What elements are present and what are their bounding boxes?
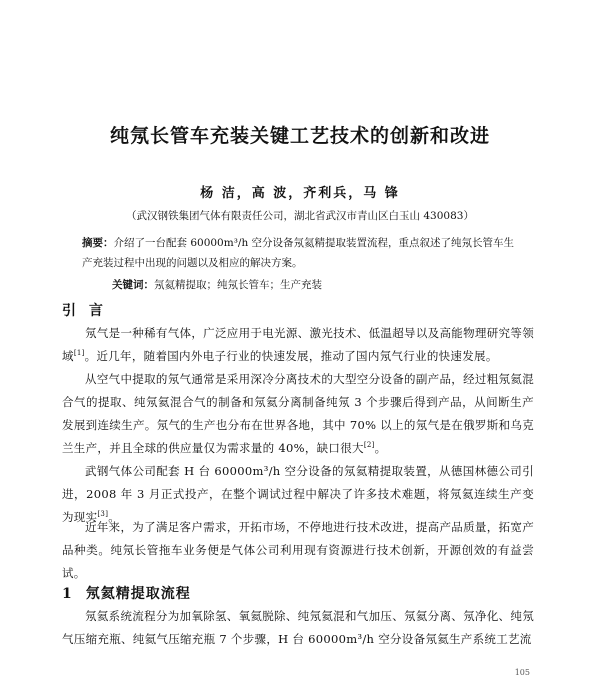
- keywords: [112, 277, 522, 292]
- paragraph: [62, 516, 534, 585]
- paragraph: [62, 322, 534, 368]
- paragraph-text: 。: [374, 441, 387, 455]
- citation: [3]: [97, 510, 109, 519]
- abstract: [82, 233, 520, 273]
- abstract-text: 介绍了一台配套 60000m³/h 空分设备氖氦精提取装置流程，重点叙述了纯氖长管车生产充装过程中出现的问题以及相应的解决方案。: [82, 237, 515, 269]
- paragraph-text: 武钢气体公司配套 H 台 60000m³/h 空分设备的氖氦精提取装置，从德国林德公司引进，2008 年 3 月正式投产，在整个调试过程中解决了许多技术难题，将氖氦连续生产变为现实: [62, 464, 534, 524]
- section-heading-intro: [62, 300, 107, 320]
- keywords-text: 氖氦精提取；纯氖长管车；生产充装: [154, 279, 322, 291]
- section-heading-text: 引 言: [62, 303, 107, 319]
- paragraph-text: 。: [108, 510, 121, 524]
- paragraph: [62, 368, 534, 460]
- paper-title: 纯氖长管车充装关键工艺技术的创新和改进: [109, 125, 490, 147]
- abstract-label: 摘要：: [82, 237, 114, 249]
- paragraph-text: 。近几年，随着国内外电子行业的快速发展，推动了国内氖气行业的快速发展。: [84, 349, 498, 363]
- page-number: 105: [514, 668, 530, 677]
- section-heading-text: 氖氦精提取流程: [85, 586, 191, 602]
- paragraph-text: 氖气是一种稀有气体，广泛应用于电光源、激光技术、低温超导以及高能物理研究等领域: [62, 326, 534, 363]
- section-heading-1: [62, 583, 191, 603]
- paper-affiliation: （武汉钢铁集团气体有限责任公司，湖北省武汉市青山区白玉山 430083）: [126, 210, 474, 222]
- paragraph: [62, 605, 534, 651]
- citation: [2]: [363, 441, 375, 450]
- paper-authors: 杨 洁，高 波，齐利兵，马 锋: [200, 186, 400, 201]
- keywords-label: 关键词：: [112, 279, 154, 291]
- section-number: 1: [62, 586, 72, 602]
- paragraph-text: 氖氦系统流程分为加氧除氢、氧氦脱除、纯氖氦混和气加压、氖氦分离、氖净化、纯氖气压缩充瓶、纯氦气压缩充瓶 7 个步骤，H 台 60000m³/h 空分设备氖氦生产系统工艺流: [62, 609, 534, 646]
- paragraph-text: 近年来，为了满足客户需求，开拓市场，不停地进行技术改进，提高产品质量，拓宽产品种类。纯氖长管拖车业务便是气体公司利用现有资源进行技术创新，开源创效的有益尝试。: [62, 520, 534, 580]
- paragraph-text: 从空气中提取的氖气通常是采用深冷分离技术的大型空分设备的副产品，经过粗氖氦混合气的提取、纯氖氦混合气的制备和氖氦分离制备纯氖 3 个步骤后得到产品，从间断生产发展到连续生产。氖气的生产也分布在世界各地，其中 70% 以上的氖气是在俄罗斯和乌克兰生产，并且全球的供应量仅为需求量的 40%，缺口很大: [62, 372, 534, 455]
- citation: [1]: [73, 349, 85, 358]
